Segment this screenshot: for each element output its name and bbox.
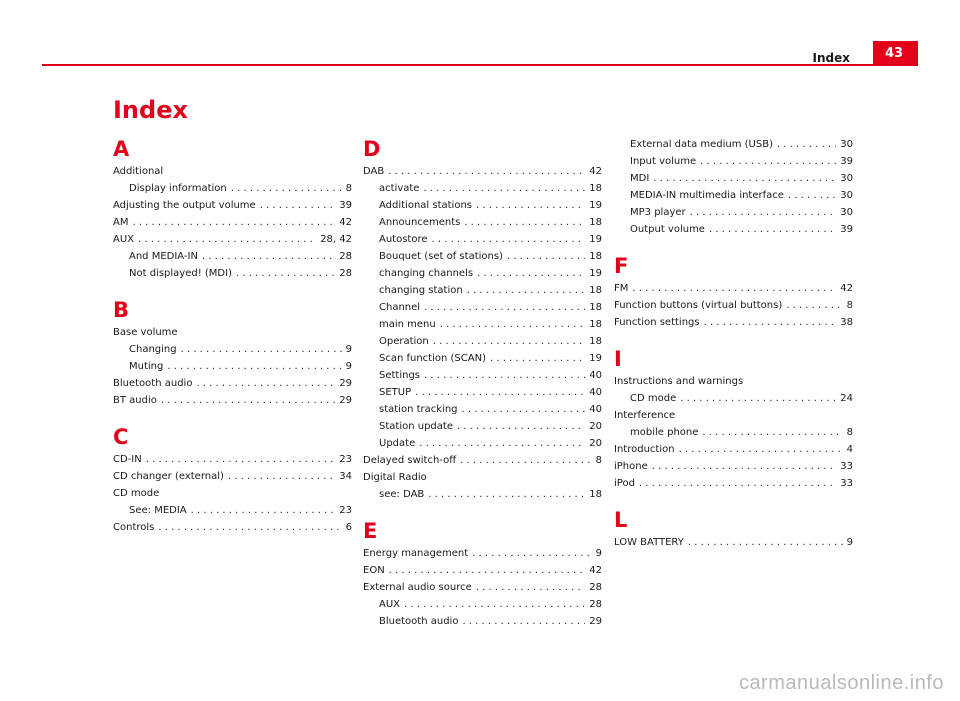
entry-text: Energy management (363, 548, 469, 559)
entry-page-number: 28 (589, 582, 602, 593)
entry-text: station tracking (379, 404, 458, 415)
entry-page-number: 4 (846, 444, 853, 455)
entry-text: MEDIA-IN multimedia interface (630, 190, 784, 201)
index-subentry (363, 248, 602, 265)
index-subentry (363, 596, 602, 613)
watermark-text: carmanualsonline.info (738, 672, 944, 694)
dot-leader (464, 214, 585, 231)
dot-leader (423, 180, 585, 197)
entry-text: CD changer (external) (113, 471, 224, 482)
dot-leader (679, 441, 843, 458)
dot-leader (690, 204, 837, 221)
index-entry (614, 373, 853, 390)
dot-leader (260, 197, 336, 214)
entry-text: CD-IN (113, 454, 142, 465)
dot-leader (777, 136, 836, 153)
entry-text: EON (363, 565, 385, 576)
dot-leader (419, 435, 585, 452)
entry-page-number: 42 (589, 565, 602, 576)
dot-leader (404, 596, 585, 613)
index-entry (614, 534, 853, 551)
dot-leader (702, 424, 842, 441)
dot-leader (389, 562, 586, 579)
dot-leader (704, 314, 837, 331)
entry-page-number: 30 (840, 139, 853, 150)
dot-leader (440, 316, 586, 333)
dot-leader (462, 613, 585, 630)
entry-text: Introduction (614, 444, 675, 455)
index-subentry (614, 221, 853, 238)
entry-text: Not displayed! (MDI) (129, 268, 232, 279)
dot-leader (639, 475, 836, 492)
section-letter: L (614, 508, 628, 532)
index-entry (113, 468, 352, 485)
entry-page-number: 19 (589, 353, 602, 364)
dot-leader (388, 163, 585, 180)
index-subentry (363, 384, 602, 401)
entry-text: FM (614, 283, 629, 294)
entry-text: Settings (379, 370, 421, 381)
entry-page-number: 24 (840, 393, 853, 404)
entry-text: LOW BATTERY (614, 537, 684, 548)
entry-page-number: 20 (589, 438, 602, 449)
entry-text: External audio source (363, 582, 472, 593)
entry-text: MP3 player (630, 207, 686, 218)
entry-text: see: DAB (379, 489, 425, 500)
entry-text: iPod (614, 478, 635, 489)
index-subentry (614, 187, 853, 204)
entry-text: AUX (113, 234, 135, 245)
section-letter: F (614, 254, 629, 278)
dot-leader (191, 502, 336, 519)
dot-leader (146, 451, 336, 468)
entry-text: Additional (113, 166, 164, 177)
entry-page-number: 39 (840, 224, 853, 235)
entry-text: Station update (379, 421, 453, 432)
page-number: 43 (885, 46, 904, 61)
index-entry (614, 458, 853, 475)
dot-leader (653, 170, 836, 187)
entry-page-number: 20 (589, 421, 602, 432)
index-subentry (363, 350, 602, 367)
entry-text: Bluetooth audio (379, 616, 459, 627)
index-entry (363, 545, 602, 562)
entry-page-number: 30 (840, 173, 853, 184)
section-letter: A (113, 137, 130, 161)
entry-text: Additional stations (379, 200, 473, 211)
dot-leader (202, 248, 335, 265)
dot-leader (228, 468, 335, 485)
index-subentry (614, 424, 853, 441)
entry-page-number: 30 (840, 190, 853, 201)
entry-text: Update (379, 438, 416, 449)
entry-text: Interference (614, 410, 676, 421)
entry-text: Function settings (614, 317, 700, 328)
index-subentry (363, 613, 602, 630)
entry-text: main menu (379, 319, 436, 330)
dot-leader (158, 519, 341, 536)
entry-page-number: 42 (339, 217, 352, 228)
entry-text: changing channels (379, 268, 474, 279)
dot-leader (680, 390, 836, 407)
entry-page-number: 8 (846, 427, 853, 438)
index-entry (363, 469, 602, 486)
entry-page-number: 28 (339, 251, 352, 262)
index-entry (363, 163, 602, 180)
dot-leader (652, 458, 837, 475)
dot-leader (476, 579, 586, 596)
entry-text: Channel (379, 302, 421, 313)
entry-page-number: 18 (589, 217, 602, 228)
dot-leader (433, 333, 586, 350)
entry-text: BT audio (113, 395, 157, 406)
section-letter: C (113, 425, 129, 449)
entry-page-number: 23 (339, 505, 352, 516)
entry-page-number: 9 (345, 361, 352, 372)
entry-page-number: 18 (589, 336, 602, 347)
index-entry (113, 375, 352, 392)
index-column-1 (113, 136, 352, 536)
entry-text: CD mode (113, 488, 160, 499)
entry-page-number: 39 (339, 200, 352, 211)
entry-page-number: 33 (840, 478, 853, 489)
entry-page-number: 18 (589, 489, 602, 500)
entry-page-number: 8 (595, 455, 602, 466)
entry-text: Instructions and warnings (614, 376, 744, 387)
dot-leader (181, 341, 342, 358)
index-subentry (363, 180, 602, 197)
entry-text: External data medium (USB) (630, 139, 773, 150)
index-subentry (113, 502, 352, 519)
dot-leader (138, 231, 316, 248)
entry-text: Input volume (630, 156, 697, 167)
dot-leader (236, 265, 335, 282)
index-subentry (614, 390, 853, 407)
index-subentry (113, 248, 352, 265)
dot-leader (132, 214, 335, 231)
dot-leader (457, 418, 585, 435)
entry-text: DAB (363, 166, 385, 177)
entry-text: Muting (129, 361, 164, 372)
entry-page-number: 9 (595, 548, 602, 559)
dot-leader (432, 231, 586, 248)
entry-text: See: MEDIA (129, 505, 187, 516)
index-subentry (614, 153, 853, 170)
dot-leader (476, 197, 585, 214)
entry-page-number: 18 (589, 285, 602, 296)
dot-leader (700, 153, 836, 170)
index-subentry (363, 214, 602, 231)
index-column-3 (614, 136, 853, 551)
dot-leader (467, 282, 586, 299)
entry-page-number: 29 (339, 395, 352, 406)
dot-leader (788, 187, 836, 204)
index-entry (614, 441, 853, 458)
entry-text: AUX (379, 599, 401, 610)
index-entry (614, 280, 853, 297)
dot-leader (632, 280, 836, 297)
entry-text: Scan function (SCAN) (379, 353, 486, 364)
index-subentry (363, 418, 602, 435)
index-subentry (113, 358, 352, 375)
index-column-2 (363, 136, 602, 630)
entry-page-number: 42 (840, 283, 853, 294)
section-letter: B (113, 298, 130, 322)
entry-text: Digital Radio (363, 472, 427, 483)
dot-leader (477, 265, 585, 282)
entry-text: Operation (379, 336, 429, 347)
entry-page-number: 18 (589, 319, 602, 330)
dot-leader (460, 452, 592, 469)
entry-text: Adjusting the output volume (113, 200, 256, 211)
entry-page-number: 28, 42 (320, 234, 352, 245)
entry-text: MDI (630, 173, 650, 184)
index-subentry (614, 170, 853, 187)
index-subentry (363, 435, 602, 452)
index-subentry (363, 333, 602, 350)
entry-text: Base volume (113, 327, 178, 338)
page-title: Index (113, 96, 188, 124)
index-subentry (363, 401, 602, 418)
index-entry (113, 392, 352, 409)
entry-page-number: 19 (589, 200, 602, 211)
entry-page-number: 29 (339, 378, 352, 389)
entry-page-number: 38 (840, 317, 853, 328)
dot-leader (196, 375, 335, 392)
dot-leader (786, 297, 842, 314)
entry-page-number: 28 (589, 599, 602, 610)
index-entry (614, 297, 853, 314)
entry-page-number: 30 (840, 207, 853, 218)
entry-text: Bouquet (set of stations) (379, 251, 503, 262)
index-subentry (614, 204, 853, 221)
index-subentry (363, 486, 602, 503)
entry-page-number: 34 (339, 471, 352, 482)
index-entry (614, 475, 853, 492)
entry-page-number: 29 (589, 616, 602, 627)
entry-page-number: 28 (339, 268, 352, 279)
index-entry (113, 231, 352, 248)
dot-leader (462, 401, 586, 418)
dot-leader (424, 367, 585, 384)
entry-page-number: 18 (589, 302, 602, 313)
entry-page-number: 9 (345, 344, 352, 355)
entry-page-number: 8 (846, 300, 853, 311)
header-rule (42, 64, 918, 66)
entry-text: activate (379, 183, 420, 194)
entry-text: Changing (129, 344, 177, 355)
entry-text: changing station (379, 285, 463, 296)
entry-page-number: 40 (589, 387, 602, 398)
index-subentry (363, 197, 602, 214)
index-entry (614, 314, 853, 331)
index-entry (363, 562, 602, 579)
index-entry (113, 324, 352, 341)
section-letter: I (614, 347, 622, 371)
entry-text: SETUP (379, 387, 412, 398)
dot-leader (490, 350, 585, 367)
entry-text: Display information (129, 183, 227, 194)
running-header-title: Index (812, 51, 850, 65)
dot-leader (709, 221, 836, 238)
entry-text: Autostore (379, 234, 428, 245)
entry-page-number: 18 (589, 251, 602, 262)
entry-text: CD mode (630, 393, 677, 404)
entry-page-number: 42 (589, 166, 602, 177)
dot-leader (161, 392, 335, 409)
index-subentry (363, 231, 602, 248)
index-subentry (614, 136, 853, 153)
entry-page-number: 6 (345, 522, 352, 533)
index-subentry (363, 282, 602, 299)
section-letter: E (363, 519, 378, 543)
index-entry (113, 485, 352, 502)
dot-leader (688, 534, 843, 551)
index-subentry (113, 265, 352, 282)
entry-page-number: 39 (840, 156, 853, 167)
entry-page-number: 19 (589, 234, 602, 245)
entry-text: mobile phone (630, 427, 699, 438)
index-subentry (113, 341, 352, 358)
entry-text: Bluetooth audio (113, 378, 193, 389)
page-number-badge (873, 41, 918, 66)
entry-text: AM (113, 217, 129, 228)
section-letter: D (363, 137, 381, 161)
entry-page-number: 33 (840, 461, 853, 472)
entry-page-number: 18 (589, 183, 602, 194)
index-subentry (113, 180, 352, 197)
dot-leader (507, 248, 585, 265)
index-subentry (363, 367, 602, 384)
index-entry (363, 579, 602, 596)
index-subentry (363, 316, 602, 333)
entry-text: Announcements (379, 217, 461, 228)
index-entry (363, 452, 602, 469)
entry-text: Output volume (630, 224, 705, 235)
dot-leader (428, 486, 585, 503)
index-subentry (363, 299, 602, 316)
dot-leader (231, 180, 342, 197)
entry-page-number: 40 (589, 404, 602, 415)
index-entry (113, 163, 352, 180)
dot-leader (472, 545, 591, 562)
entry-page-number: 8 (345, 183, 352, 194)
entry-page-number: 9 (846, 537, 853, 548)
dot-leader (424, 299, 585, 316)
dot-leader (415, 384, 585, 401)
index-entry (113, 214, 352, 231)
entry-page-number: 40 (589, 370, 602, 381)
entry-text: And MEDIA-IN (129, 251, 198, 262)
entry-page-number: 23 (339, 454, 352, 465)
entry-text: iPhone (614, 461, 648, 472)
index-entry (113, 451, 352, 468)
index-subentry (363, 265, 602, 282)
entry-text: Delayed switch-off (363, 455, 457, 466)
dot-leader (167, 358, 341, 375)
entry-text: Controls (113, 522, 155, 533)
index-entry (614, 407, 853, 424)
index-entry (113, 519, 352, 536)
entry-text: Function buttons (virtual buttons) (614, 300, 783, 311)
index-entry (113, 197, 352, 214)
entry-page-number: 19 (589, 268, 602, 279)
